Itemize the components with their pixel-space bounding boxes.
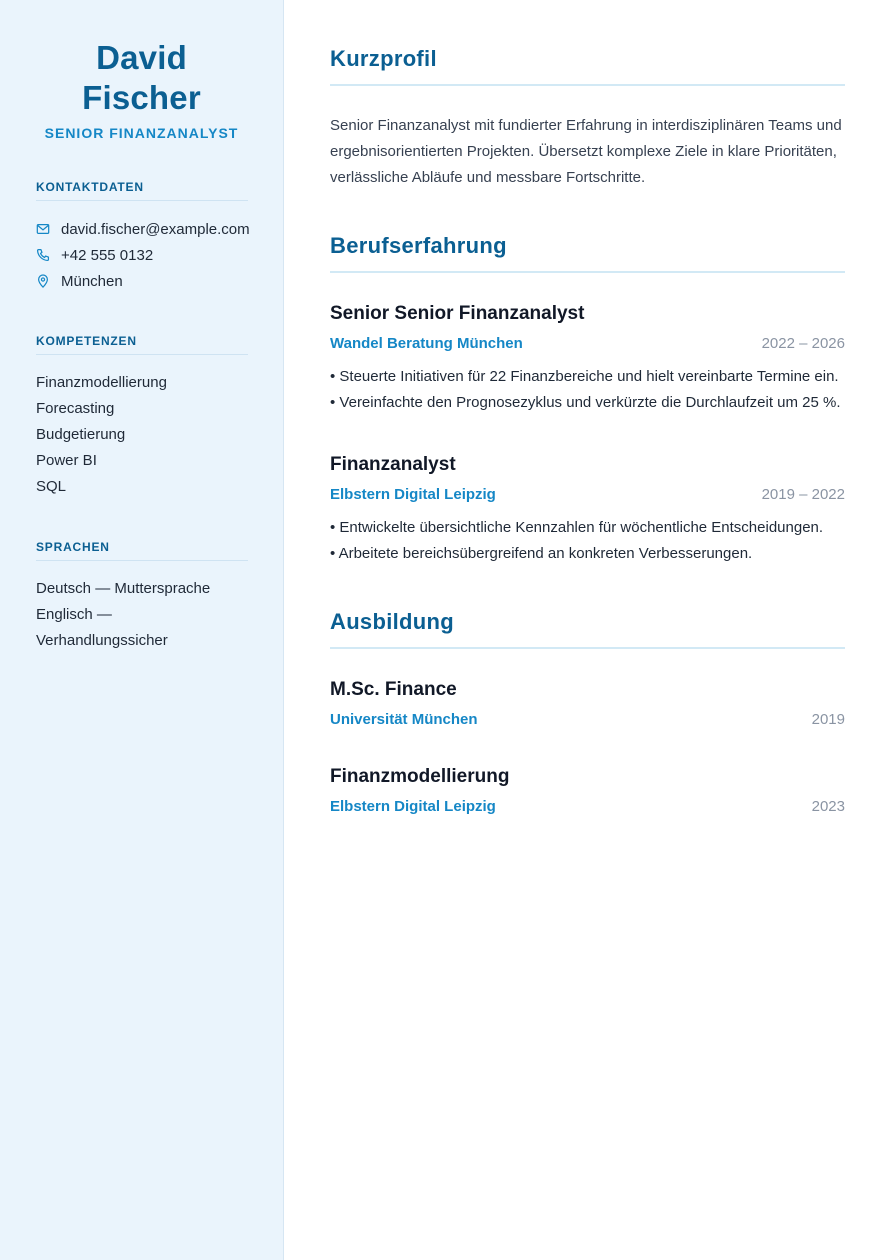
mail-icon xyxy=(36,222,50,236)
language-item: Englisch — Verhandlungssicher xyxy=(36,606,168,649)
job-company: Elbstern Digital Leipzig xyxy=(330,486,496,503)
candidate-name: David Fischer xyxy=(82,39,201,116)
job-entry xyxy=(330,301,845,416)
contact-heading: KONTAKTDATEN xyxy=(36,180,248,201)
map-pin-icon xyxy=(36,274,50,288)
skill-item: Forecasting xyxy=(36,400,115,417)
education-heading: Ausbildung xyxy=(330,607,845,649)
email-text: david.fischer@example.com xyxy=(61,220,250,238)
education-entry xyxy=(330,764,845,815)
job-meta xyxy=(330,335,845,352)
education-year: 2019 xyxy=(811,711,845,728)
skills-section xyxy=(36,334,247,500)
languages-section xyxy=(36,540,247,654)
education-institution: Elbstern Digital Leipzig xyxy=(330,798,496,815)
job-meta xyxy=(330,486,845,503)
languages-heading: SPRACHEN xyxy=(36,540,248,561)
contact-location xyxy=(36,268,247,294)
main-content xyxy=(284,0,890,1260)
skill-item: SQL xyxy=(36,478,67,495)
job-bullet: • Vereinfachte den Prognosezyklus und verkürzte die Durchlaufzeit um 25 %. xyxy=(330,394,841,411)
summary-text: Senior Finanzanalyst mit fundierter Erfahrung in interdisziplinären Teams und ergebnisorientierten Projekten. Übersetzt komplexe Ziele in klare Prioritäten, verlässliche Abläufe und messbare Fortschritte. xyxy=(330,117,842,186)
job-bullets xyxy=(330,515,845,567)
phone-text: +42 555 0132 xyxy=(61,246,154,264)
job-bullets xyxy=(330,364,845,416)
education-title: Finanzmodellierung xyxy=(330,766,510,787)
education-meta xyxy=(330,711,845,728)
phone-icon xyxy=(36,248,50,262)
location-text: München xyxy=(61,272,123,290)
sidebar xyxy=(0,0,284,1260)
education-institution: Universität München xyxy=(330,711,478,728)
job-bullet: • Arbeitete bereichsübergreifend an konkreten Verbesserungen. xyxy=(330,545,753,562)
skill-item: Finanzmodellierung xyxy=(36,374,167,391)
education-year: 2023 xyxy=(811,798,845,815)
skills-heading: KOMPETENZEN xyxy=(36,334,248,355)
contact-phone[interactable] xyxy=(36,242,247,268)
job-dates: 2022 – 2026 xyxy=(761,335,845,352)
experience-section xyxy=(330,231,845,567)
education-meta xyxy=(330,798,845,815)
skill-item: Budgetierung xyxy=(36,426,126,443)
language-item: Deutsch — Muttersprache xyxy=(36,580,211,597)
skill-item: Power BI xyxy=(36,452,97,469)
contact-email[interactable] xyxy=(36,216,250,242)
job-dates: 2019 – 2022 xyxy=(761,486,845,503)
job-title: Finanzanalyst xyxy=(330,454,456,475)
job-title: Senior Senior Finanzanalyst xyxy=(330,303,585,324)
job-bullet: • Entwickelte übersichtliche Kennzahlen für wöchentliche Entscheidungen. xyxy=(330,519,824,536)
job-bullet: • Steuerte Initiativen für 22 Finanzbereiche und hielt vereinbarte Termine ein. xyxy=(330,368,839,385)
education-title: M.Sc. Finance xyxy=(330,679,457,700)
experience-heading: Berufserfahrung xyxy=(330,231,845,273)
job-entry xyxy=(330,452,845,567)
summary-section xyxy=(330,44,845,191)
candidate-role: SENIOR FINANZANALYST xyxy=(44,125,239,141)
education-entry xyxy=(330,677,845,728)
education-section xyxy=(330,607,845,815)
job-company: Wandel Beratung München xyxy=(330,335,523,352)
summary-heading: Kurzprofil xyxy=(330,44,845,86)
contact-section xyxy=(36,180,250,294)
